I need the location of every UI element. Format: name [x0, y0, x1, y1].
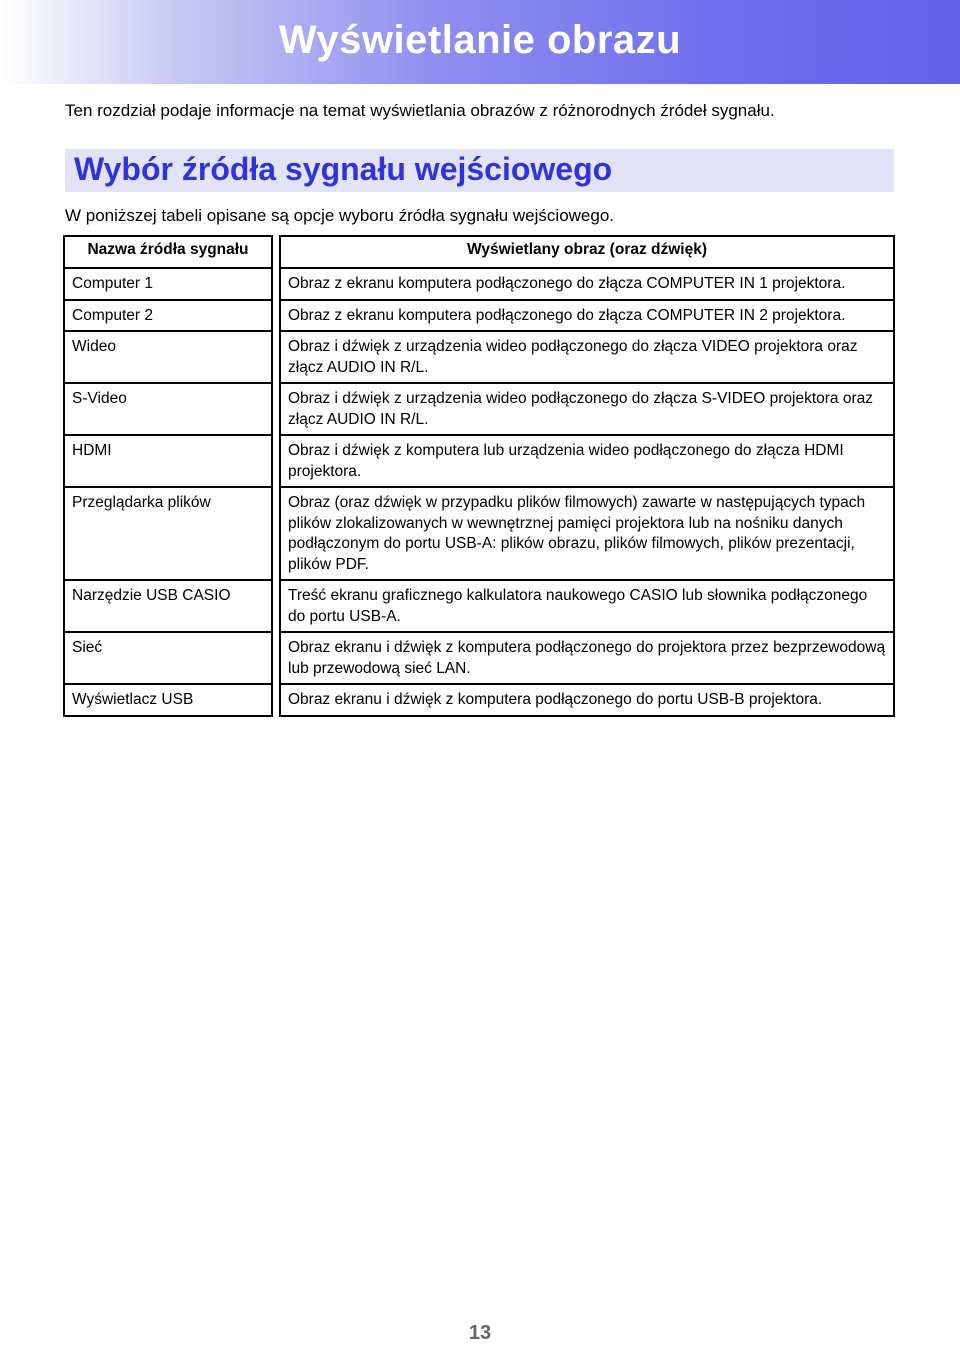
column-gutter [272, 300, 280, 332]
table-row [64, 300, 894, 332]
source-name-cell: Sieć [64, 632, 272, 684]
table-row [64, 487, 894, 580]
column-gutter [272, 435, 280, 487]
column-gutter [272, 236, 280, 268]
column-gutter [272, 331, 280, 383]
column-gutter [272, 383, 280, 435]
table-row [64, 684, 894, 716]
source-description-cell: Obraz z ekranu komputera podłączonego do złącza COMPUTER IN 2 projektora. [280, 300, 894, 332]
chapter-title: Wyświetlanie obrazu [278, 18, 682, 62]
chapter-intro-text: Ten rozdział podaje informacje na temat wyświetlania obrazów z różnorodnych źródeł sygnału. [65, 101, 775, 120]
page-number: 13 [468, 1322, 492, 1344]
source-description-cell: Obraz i dźwięk z urządzenia wideo podłączonego do złącza VIDEO projektora oraz złącz AUDIO IN R/L. [280, 331, 894, 383]
source-name-cell: Wideo [64, 331, 272, 383]
source-name-cell: Computer 1 [64, 268, 272, 300]
source-description-cell: Obraz ekranu i dźwięk z komputera podłączonego do portu USB-B projektora. [280, 684, 894, 716]
table-row [64, 383, 894, 435]
table-row [64, 435, 894, 487]
source-description-cell: Obraz z ekranu komputera podłączonego do złącza COMPUTER IN 1 projektora. [280, 268, 894, 300]
source-name-cell: Narzędzie USB CASIO [64, 580, 272, 632]
source-name-cell: Computer 2 [64, 300, 272, 332]
source-description-cell: Obraz i dźwięk z urządzenia wideo podłączonego do złącza S-VIDEO projektora oraz złącz AUDIO IN R/L. [280, 383, 894, 435]
column-gutter [272, 487, 280, 580]
column-header-source: Nazwa źródła sygnału [64, 236, 272, 268]
table-row [64, 632, 894, 684]
source-description-cell: Obraz ekranu i dźwięk z komputera podłączonego do projektora przez bezprzewodową lub przewodową sieć LAN. [280, 632, 894, 684]
section-heading-bar [65, 149, 894, 192]
column-gutter [272, 632, 280, 684]
chapter-header-banner [0, 0, 960, 84]
source-description-cell: Treść ekranu graficznego kalkulatora naukowego CASIO lub słownika podłączonego do portu USB-A. [280, 580, 894, 632]
column-gutter [272, 580, 280, 632]
table-row [64, 331, 894, 383]
column-gutter [272, 268, 280, 300]
input-source-table [63, 235, 895, 717]
source-description-cell: Obraz (oraz dźwięk w przypadku plików filmowych) zawarte w następujących typach plików zlokalizowanych w wewnętrznej pamięci projektora lub na nośniku danych podłączonym do portu USB-A: plików obrazu, plików filmowych, plików prezentacji, plików PDF. [280, 487, 894, 580]
source-name-cell: Przeglądarka plików [64, 487, 272, 580]
source-name-cell: S-Video [64, 383, 272, 435]
table-row [64, 580, 894, 632]
source-name-cell: HDMI [64, 435, 272, 487]
source-name-cell: Wyświetlacz USB [64, 684, 272, 716]
source-description-cell: Obraz i dźwięk z komputera lub urządzenia wideo podłączonego do złącza HDMI projektora. [280, 435, 894, 487]
column-gutter [272, 684, 280, 716]
table-row [64, 268, 894, 300]
table-intro-text: W poniższej tabeli opisane są opcje wyboru źródła sygnału wejściowego. [65, 206, 615, 225]
table-header-row [64, 236, 894, 268]
section-title: Wybór źródła sygnału wejściowego [74, 151, 613, 187]
column-header-description: Wyświetlany obraz (oraz dźwięk) [280, 236, 894, 268]
